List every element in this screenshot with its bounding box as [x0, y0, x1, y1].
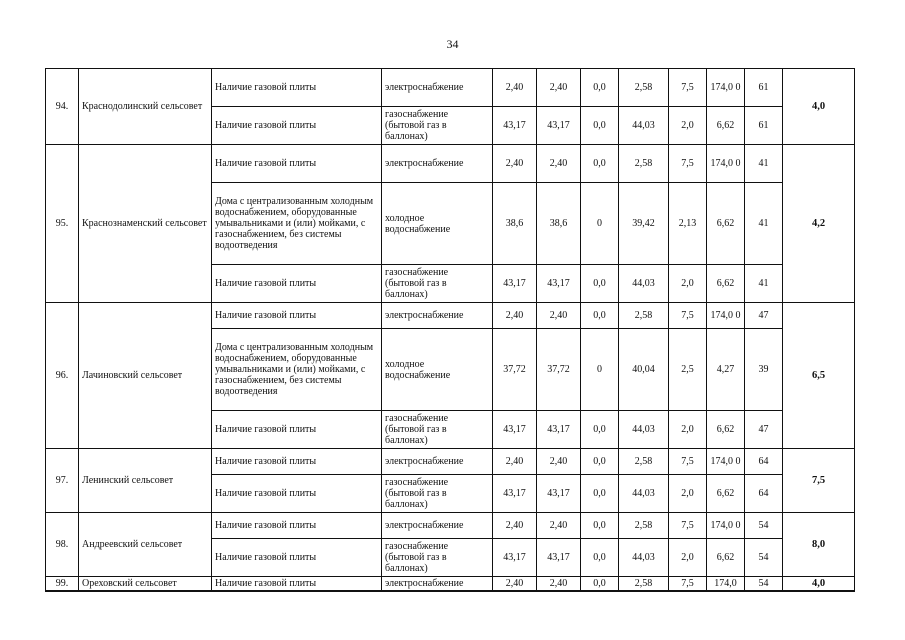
total-cell: 7,5 [783, 449, 855, 513]
settlement-name: Андреевский сельсовет [79, 513, 212, 577]
service-cell: электроснабжение [382, 69, 493, 107]
value-cell: 0,0 [581, 265, 619, 303]
condition-cell: Наличие газовой плиты [212, 69, 382, 107]
value-cell: 37,72 [537, 329, 581, 411]
value-cell: 37,72 [493, 329, 537, 411]
value-cell: 0,0 [581, 539, 619, 577]
tariff-table [45, 68, 855, 592]
table-row [46, 145, 855, 183]
value-cell: 6,62 [707, 183, 745, 265]
value-cell: 54 [745, 539, 783, 577]
row-number: 96. [46, 303, 79, 449]
value-cell: 54 [745, 513, 783, 539]
condition-cell: Наличие газовой плиты [212, 513, 382, 539]
service-cell: холодное водоснабжение [382, 183, 493, 265]
settlement-name: Краснознаменский сельсовет [79, 145, 212, 303]
total-cell: 4,0 [783, 69, 855, 145]
value-cell: 7,5 [669, 303, 707, 329]
row-number: 98. [46, 513, 79, 577]
value-cell: 64 [745, 475, 783, 513]
value-cell: 0,0 [581, 449, 619, 475]
value-cell: 0,0 [581, 69, 619, 107]
value-cell: 43,17 [537, 475, 581, 513]
value-cell: 0 [581, 329, 619, 411]
value-cell: 2,40 [493, 145, 537, 183]
condition-cell: Наличие газовой плиты [212, 539, 382, 577]
value-cell: 0,0 [581, 513, 619, 539]
condition-cell: Дома с централизованным холодным водоснабжением, оборудованные умывальниками и (или) мойками, с газоснабжением, без системы водоотведения [212, 183, 382, 265]
value-cell: 2,0 [669, 539, 707, 577]
value-cell: 41 [745, 145, 783, 183]
value-cell: 2,58 [619, 449, 669, 475]
value-cell: 4,27 [707, 329, 745, 411]
total-cell: 6,5 [783, 303, 855, 449]
settlement-name: Ореховский сельсовет [79, 577, 212, 592]
value-cell: 2,40 [493, 513, 537, 539]
value-cell: 43,17 [493, 475, 537, 513]
value-cell: 2,0 [669, 411, 707, 449]
row-number: 94. [46, 69, 79, 145]
value-cell: 174,0 0 [707, 513, 745, 539]
value-cell: 44,03 [619, 539, 669, 577]
value-cell: 2,0 [669, 107, 707, 145]
value-cell: 174,0 0 [707, 303, 745, 329]
table-row [46, 303, 855, 329]
value-cell: 2,40 [537, 577, 581, 592]
service-cell: электроснабжение [382, 513, 493, 539]
value-cell: 2,5 [669, 329, 707, 411]
condition-cell: Наличие газовой плиты [212, 303, 382, 329]
value-cell: 0 [581, 183, 619, 265]
total-cell: 4,0 [783, 577, 855, 592]
total-cell: 4,2 [783, 145, 855, 303]
condition-cell: Наличие газовой плиты [212, 577, 382, 592]
condition-cell: Наличие газовой плиты [212, 107, 382, 145]
value-cell: 43,17 [493, 265, 537, 303]
value-cell: 43,17 [537, 107, 581, 145]
value-cell: 7,5 [669, 145, 707, 183]
value-cell: 43,17 [493, 411, 537, 449]
value-cell: 0,0 [581, 145, 619, 183]
value-cell: 0,0 [581, 475, 619, 513]
value-cell: 7,5 [669, 69, 707, 107]
value-cell: 2,40 [493, 577, 537, 592]
service-cell: электроснабжение [382, 145, 493, 183]
service-cell: газоснабжение (бытовой газ в баллонах) [382, 539, 493, 577]
table-row [46, 577, 855, 592]
value-cell: 64 [745, 449, 783, 475]
page-number: 34 [446, 37, 459, 51]
value-cell: 43,17 [537, 539, 581, 577]
value-cell: 61 [745, 69, 783, 107]
value-cell: 44,03 [619, 265, 669, 303]
value-cell: 2,40 [493, 69, 537, 107]
value-cell: 43,17 [493, 539, 537, 577]
value-cell: 39,42 [619, 183, 669, 265]
value-cell: 41 [745, 183, 783, 265]
value-cell: 7,5 [669, 449, 707, 475]
value-cell: 44,03 [619, 411, 669, 449]
total-cell: 8,0 [783, 513, 855, 577]
value-cell: 2,13 [669, 183, 707, 265]
settlement-name: Краснодолинский сельсовет [79, 69, 212, 145]
row-number: 97. [46, 449, 79, 513]
value-cell: 2,58 [619, 303, 669, 329]
condition-cell: Наличие газовой плиты [212, 411, 382, 449]
value-cell: 6,62 [707, 265, 745, 303]
value-cell: 2,58 [619, 513, 669, 539]
value-cell: 47 [745, 303, 783, 329]
value-cell: 38,6 [493, 183, 537, 265]
service-cell: электроснабжение [382, 577, 493, 592]
value-cell: 41 [745, 265, 783, 303]
value-cell: 2,58 [619, 145, 669, 183]
value-cell: 2,40 [537, 449, 581, 475]
value-cell: 6,62 [707, 475, 745, 513]
value-cell: 6,62 [707, 107, 745, 145]
value-cell: 38,6 [537, 183, 581, 265]
value-cell: 2,40 [537, 513, 581, 539]
value-cell: 43,17 [537, 411, 581, 449]
value-cell: 43,17 [537, 265, 581, 303]
service-cell: газоснабжение (бытовой газ в баллонах) [382, 265, 493, 303]
value-cell: 2,0 [669, 475, 707, 513]
value-cell: 44,03 [619, 107, 669, 145]
value-cell: 40,04 [619, 329, 669, 411]
value-cell: 39 [745, 329, 783, 411]
value-cell: 2,58 [619, 577, 669, 592]
condition-cell: Наличие газовой плиты [212, 475, 382, 513]
value-cell: 6,62 [707, 411, 745, 449]
service-cell: электроснабжение [382, 303, 493, 329]
value-cell: 2,40 [537, 145, 581, 183]
condition-cell: Наличие газовой плиты [212, 265, 382, 303]
condition-cell: Наличие газовой плиты [212, 145, 382, 183]
value-cell: 44,03 [619, 475, 669, 513]
service-cell: газоснабжение (бытовой газ в баллонах) [382, 411, 493, 449]
service-cell: холодное водоснабжение [382, 329, 493, 411]
value-cell: 2,40 [537, 69, 581, 107]
settlement-name: Ленинский сельсовет [79, 449, 212, 513]
value-cell: 43,17 [493, 107, 537, 145]
value-cell: 54 [745, 577, 783, 592]
row-number: 99. [46, 577, 79, 592]
value-cell: 2,58 [619, 69, 669, 107]
value-cell: 61 [745, 107, 783, 145]
value-cell: 0,0 [581, 303, 619, 329]
value-cell: 6,62 [707, 539, 745, 577]
value-cell: 7,5 [669, 513, 707, 539]
settlement-name: Лачиновский сельсовет [79, 303, 212, 449]
condition-cell: Дома с централизованным холодным водоснабжением, оборудованные умывальниками и (или) мойками, с газоснабжением, без системы водоотведения [212, 329, 382, 411]
service-cell: газоснабжение (бытовой газ в баллонах) [382, 107, 493, 145]
value-cell: 174,0 0 [707, 69, 745, 107]
service-cell: газоснабжение (бытовой газ в баллонах) [382, 475, 493, 513]
value-cell: 0,0 [581, 411, 619, 449]
value-cell: 2,40 [493, 303, 537, 329]
value-cell: 174,0 [707, 577, 745, 592]
value-cell: 2,40 [537, 303, 581, 329]
row-number: 95. [46, 145, 79, 303]
value-cell: 0,0 [581, 577, 619, 592]
condition-cell: Наличие газовой плиты [212, 449, 382, 475]
service-cell: электроснабжение [382, 449, 493, 475]
value-cell: 174,0 0 [707, 449, 745, 475]
table-row [46, 513, 855, 539]
value-cell: 2,40 [493, 449, 537, 475]
table-row [46, 69, 855, 107]
value-cell: 2,0 [669, 265, 707, 303]
value-cell: 47 [745, 411, 783, 449]
value-cell: 174,0 0 [707, 145, 745, 183]
value-cell: 0,0 [581, 107, 619, 145]
value-cell: 7,5 [669, 577, 707, 592]
table-row [46, 449, 855, 475]
